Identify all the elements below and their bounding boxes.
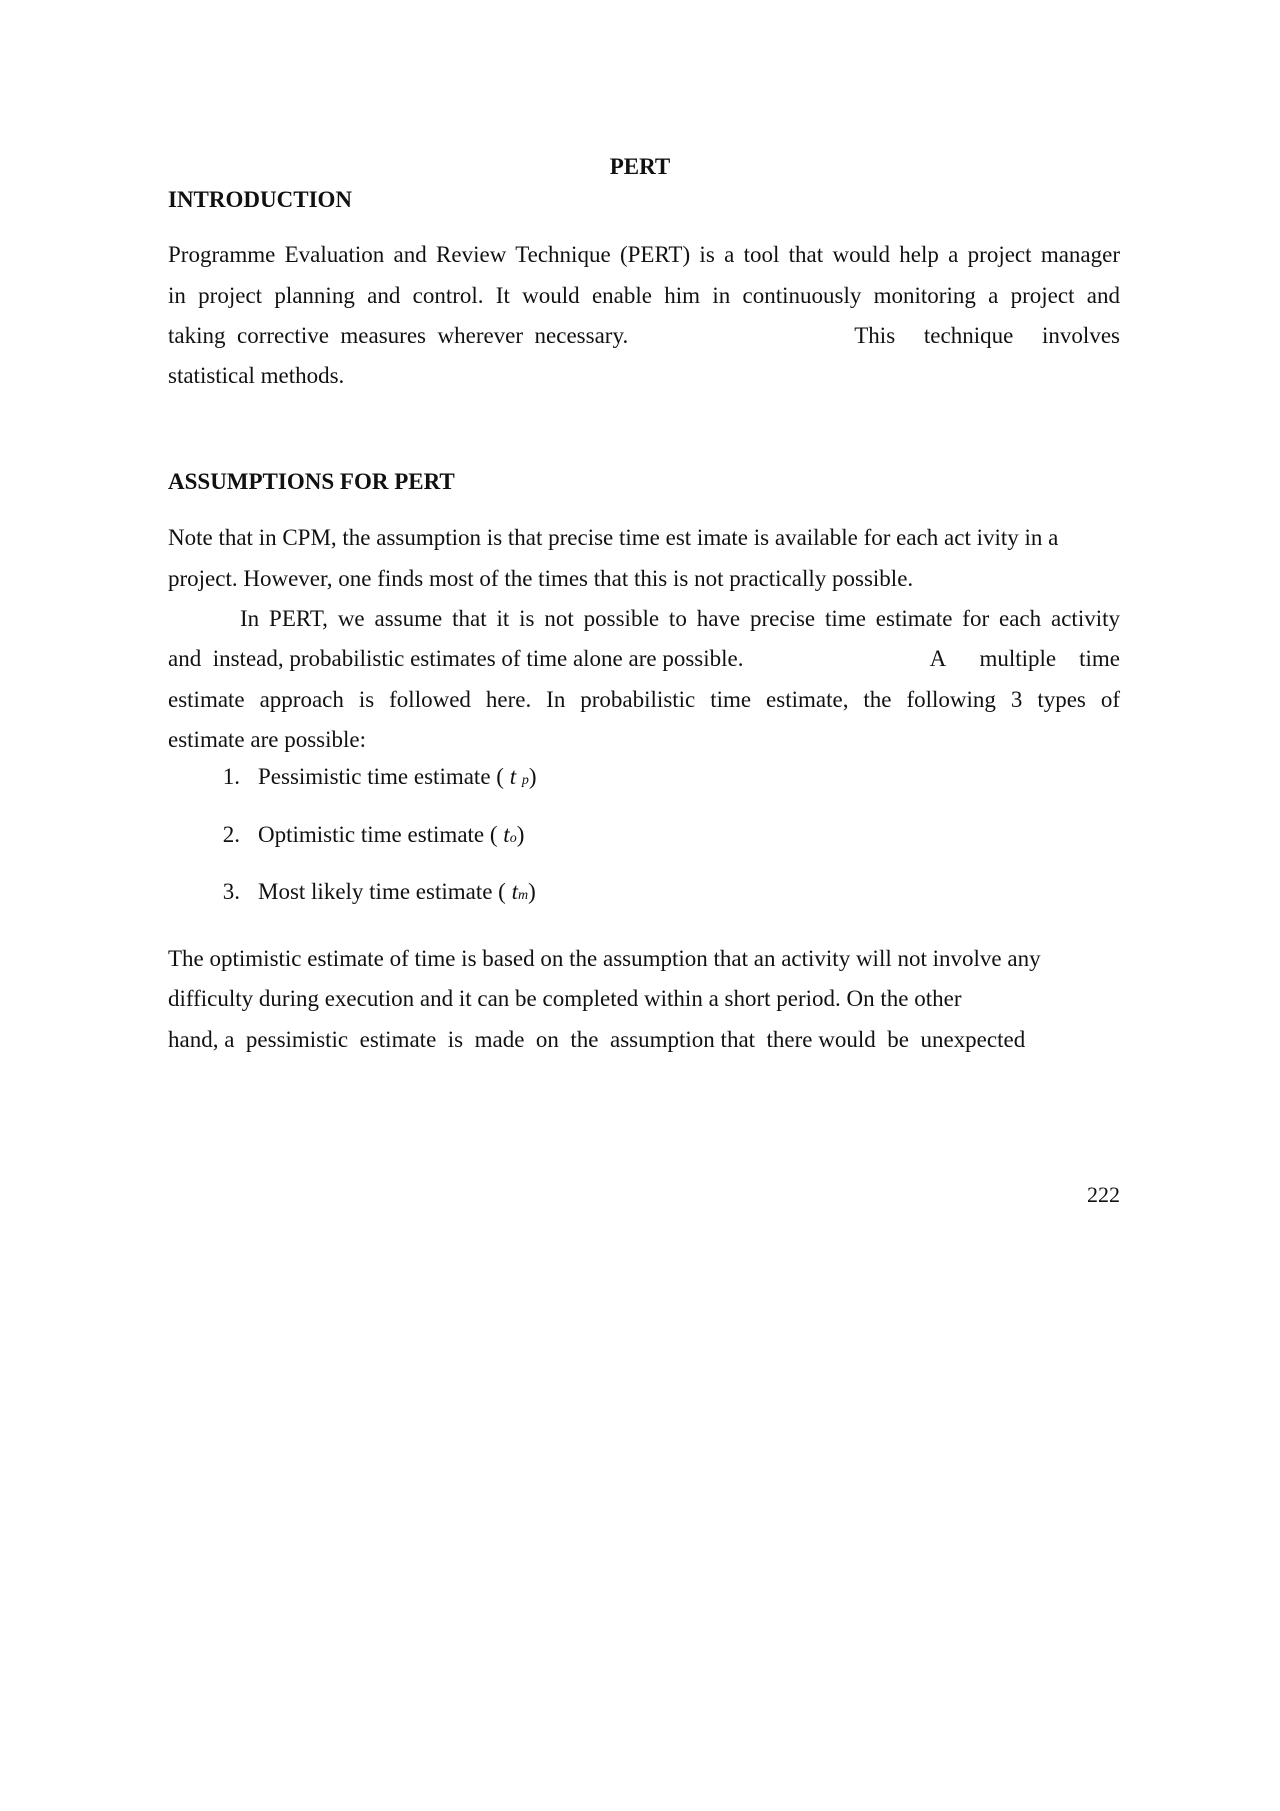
paragraph-line: project. However, one finds most of the times that this is not practically possible. xyxy=(168,566,914,591)
list-item-variable: t xyxy=(503,822,510,847)
paragraph-line: The optimistic estimate of time is based on the assumption that an activity will not involve any xyxy=(168,946,1041,971)
page-title-text: PERT xyxy=(609,154,671,179)
paragraph-line: statistical methods. xyxy=(168,363,345,388)
paragraph-line: estimate approach is followed here. In probabilistic time estimate, the following 3 types of xyxy=(168,687,1120,712)
list-item-number: 1. xyxy=(222,764,240,789)
list-item-subscript: p xyxy=(521,773,529,788)
paragraph-line xyxy=(168,316,1120,357)
list-item-variable: t xyxy=(511,879,518,904)
paragraph-line: Note that in CPM, the assumption is that precise time est imate is available for each act ivity in a xyxy=(168,525,1059,550)
page-number: 222 xyxy=(1087,1182,1120,1207)
paragraph-line: difficulty during execution and it can be completed within a short period. On the other xyxy=(168,986,962,1011)
list-item-close: ) xyxy=(516,822,525,847)
paragraph-line-part: A multiple time xyxy=(929,646,1120,671)
paragraph-line: in project planning and control. It would enable him in continuously monitoring a project and xyxy=(168,283,1120,308)
list-item-number: 3. xyxy=(222,879,240,904)
paragraph-line: hand, a pessimistic estimate is made on the assumption that there would be unexpected xyxy=(168,1027,1026,1052)
list-item xyxy=(168,764,537,790)
list-item-label: Optimistic time estimate ( xyxy=(258,822,504,847)
list-item-close: ) xyxy=(528,879,536,904)
paragraph-line-part: taking corrective measures wherever necessary. xyxy=(168,323,629,348)
list-item-label: Pessimistic time estimate ( xyxy=(258,764,510,789)
paragraph-line-part: and instead, probabilistic estimates of time alone are possible. xyxy=(168,646,744,671)
list-item-number: 2. xyxy=(222,822,240,847)
paragraph-line: estimate are possible: xyxy=(168,727,366,752)
list-item-variable: t xyxy=(509,764,517,789)
introduction-heading: INTRODUCTION xyxy=(168,187,353,212)
assumptions-heading: ASSUMPTIONS FOR PERT xyxy=(168,469,455,494)
paragraph-line: In PERT, we assume that it is not possible to have precise time estimate for each activity xyxy=(240,606,1120,631)
list-item-subscript: m xyxy=(518,888,529,903)
list-item xyxy=(168,879,536,905)
paragraph-line xyxy=(168,639,1120,680)
page-title xyxy=(0,150,1280,184)
list-item-close: ) xyxy=(528,764,537,789)
paragraph-line: Programme Evaluation and Review Technique (PERT) is a tool that would help a project manager xyxy=(168,242,1120,267)
list-item xyxy=(168,822,524,848)
list-item-label: Most likely time estimate ( xyxy=(258,879,512,904)
paragraph-line-part: This technique involves xyxy=(854,323,1120,348)
list-item-subscript: o xyxy=(509,831,517,846)
